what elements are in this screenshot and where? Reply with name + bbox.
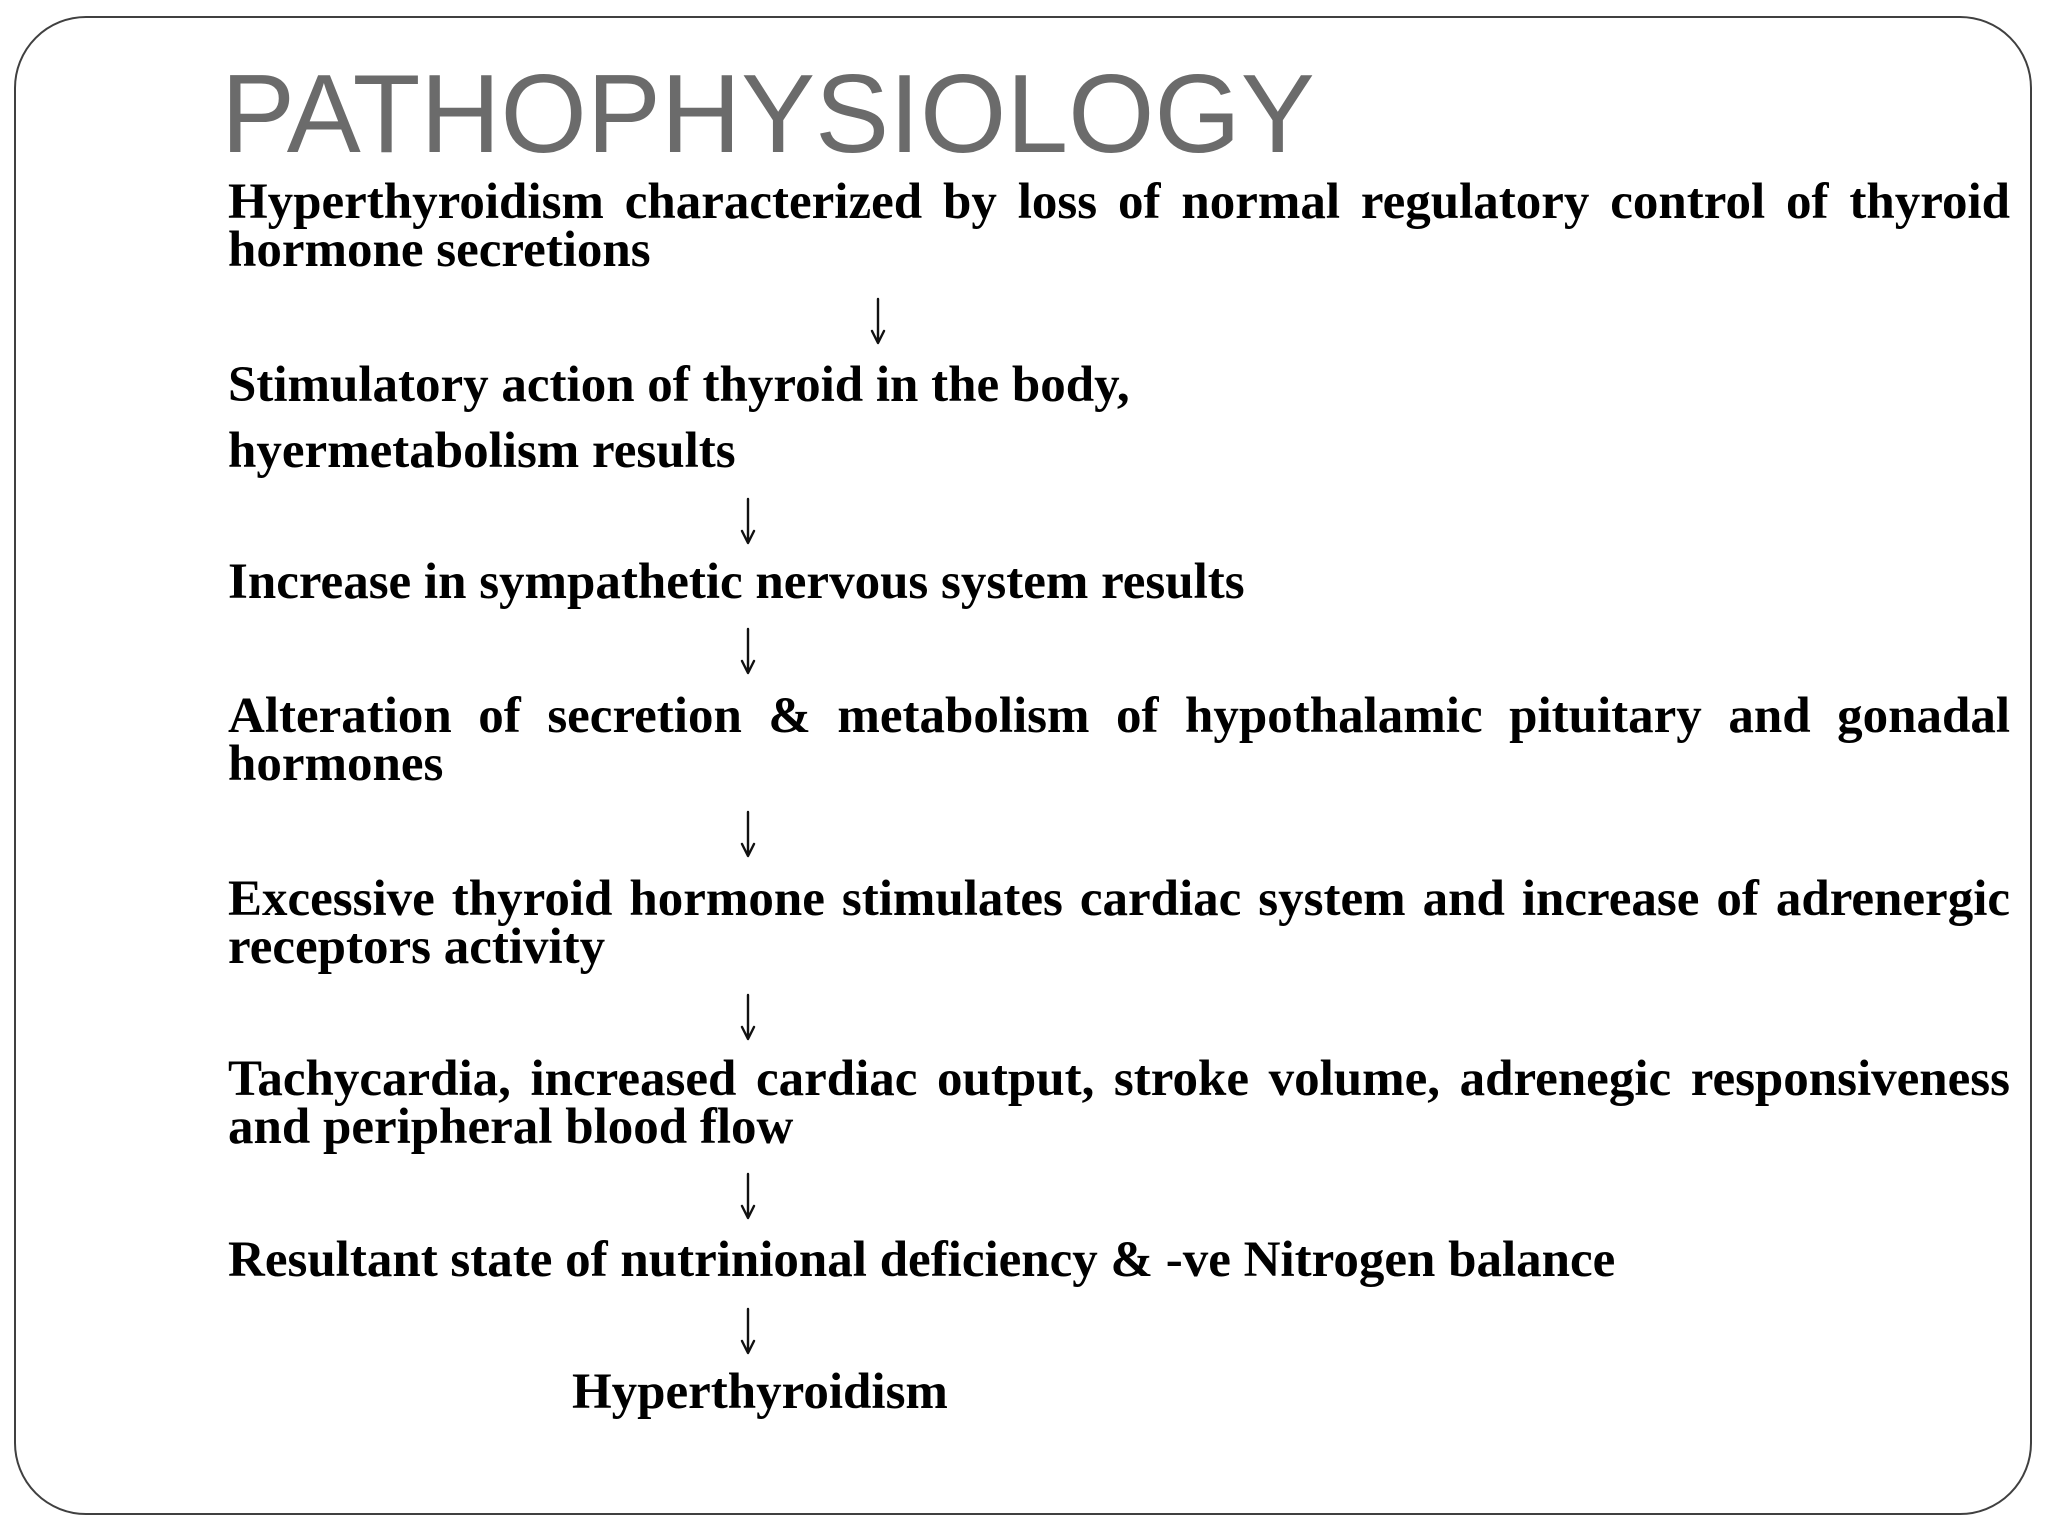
flow-step-7: Resultant state of nutrinional deficiency & -ve Nitrogen balance xyxy=(228,1232,1616,1288)
down-arrow-icon xyxy=(736,1173,760,1219)
flow-step-2-line-2: hyermetabolism results xyxy=(228,423,736,479)
flow-step-4: Alteration of secretion & metabolism of hypothalamic pituitary and gonadal hormones xyxy=(228,688,2010,792)
flow-step-6: Tachycardia, increased cardiac output, stroke volume, adrenegic responsiveness and peripheral blood flow xyxy=(228,1051,2010,1155)
down-arrow-icon xyxy=(736,811,760,857)
flow-step-3: Increase in sympathetic nervous system results xyxy=(228,554,1245,610)
flow-step-2-line-1: Stimulatory action of thyroid in the body, xyxy=(228,357,1130,413)
down-arrow-icon xyxy=(736,498,760,544)
down-arrow-icon xyxy=(866,298,890,344)
flow-step-1: Hyperthyroidism characterized by loss of normal regulatory control of thyroid hormone secretions xyxy=(228,174,2010,278)
flow-outcome: Hyperthyroidism xyxy=(572,1364,948,1420)
down-arrow-icon xyxy=(736,994,760,1040)
slide-title: PATHOPHYSIOLOGY xyxy=(221,52,1315,176)
down-arrow-icon xyxy=(736,628,760,674)
down-arrow-icon xyxy=(736,1308,760,1354)
flow-step-5: Excessive thyroid hormone stimulates cardiac system and increase of adrenergic receptors activity xyxy=(228,871,2010,975)
